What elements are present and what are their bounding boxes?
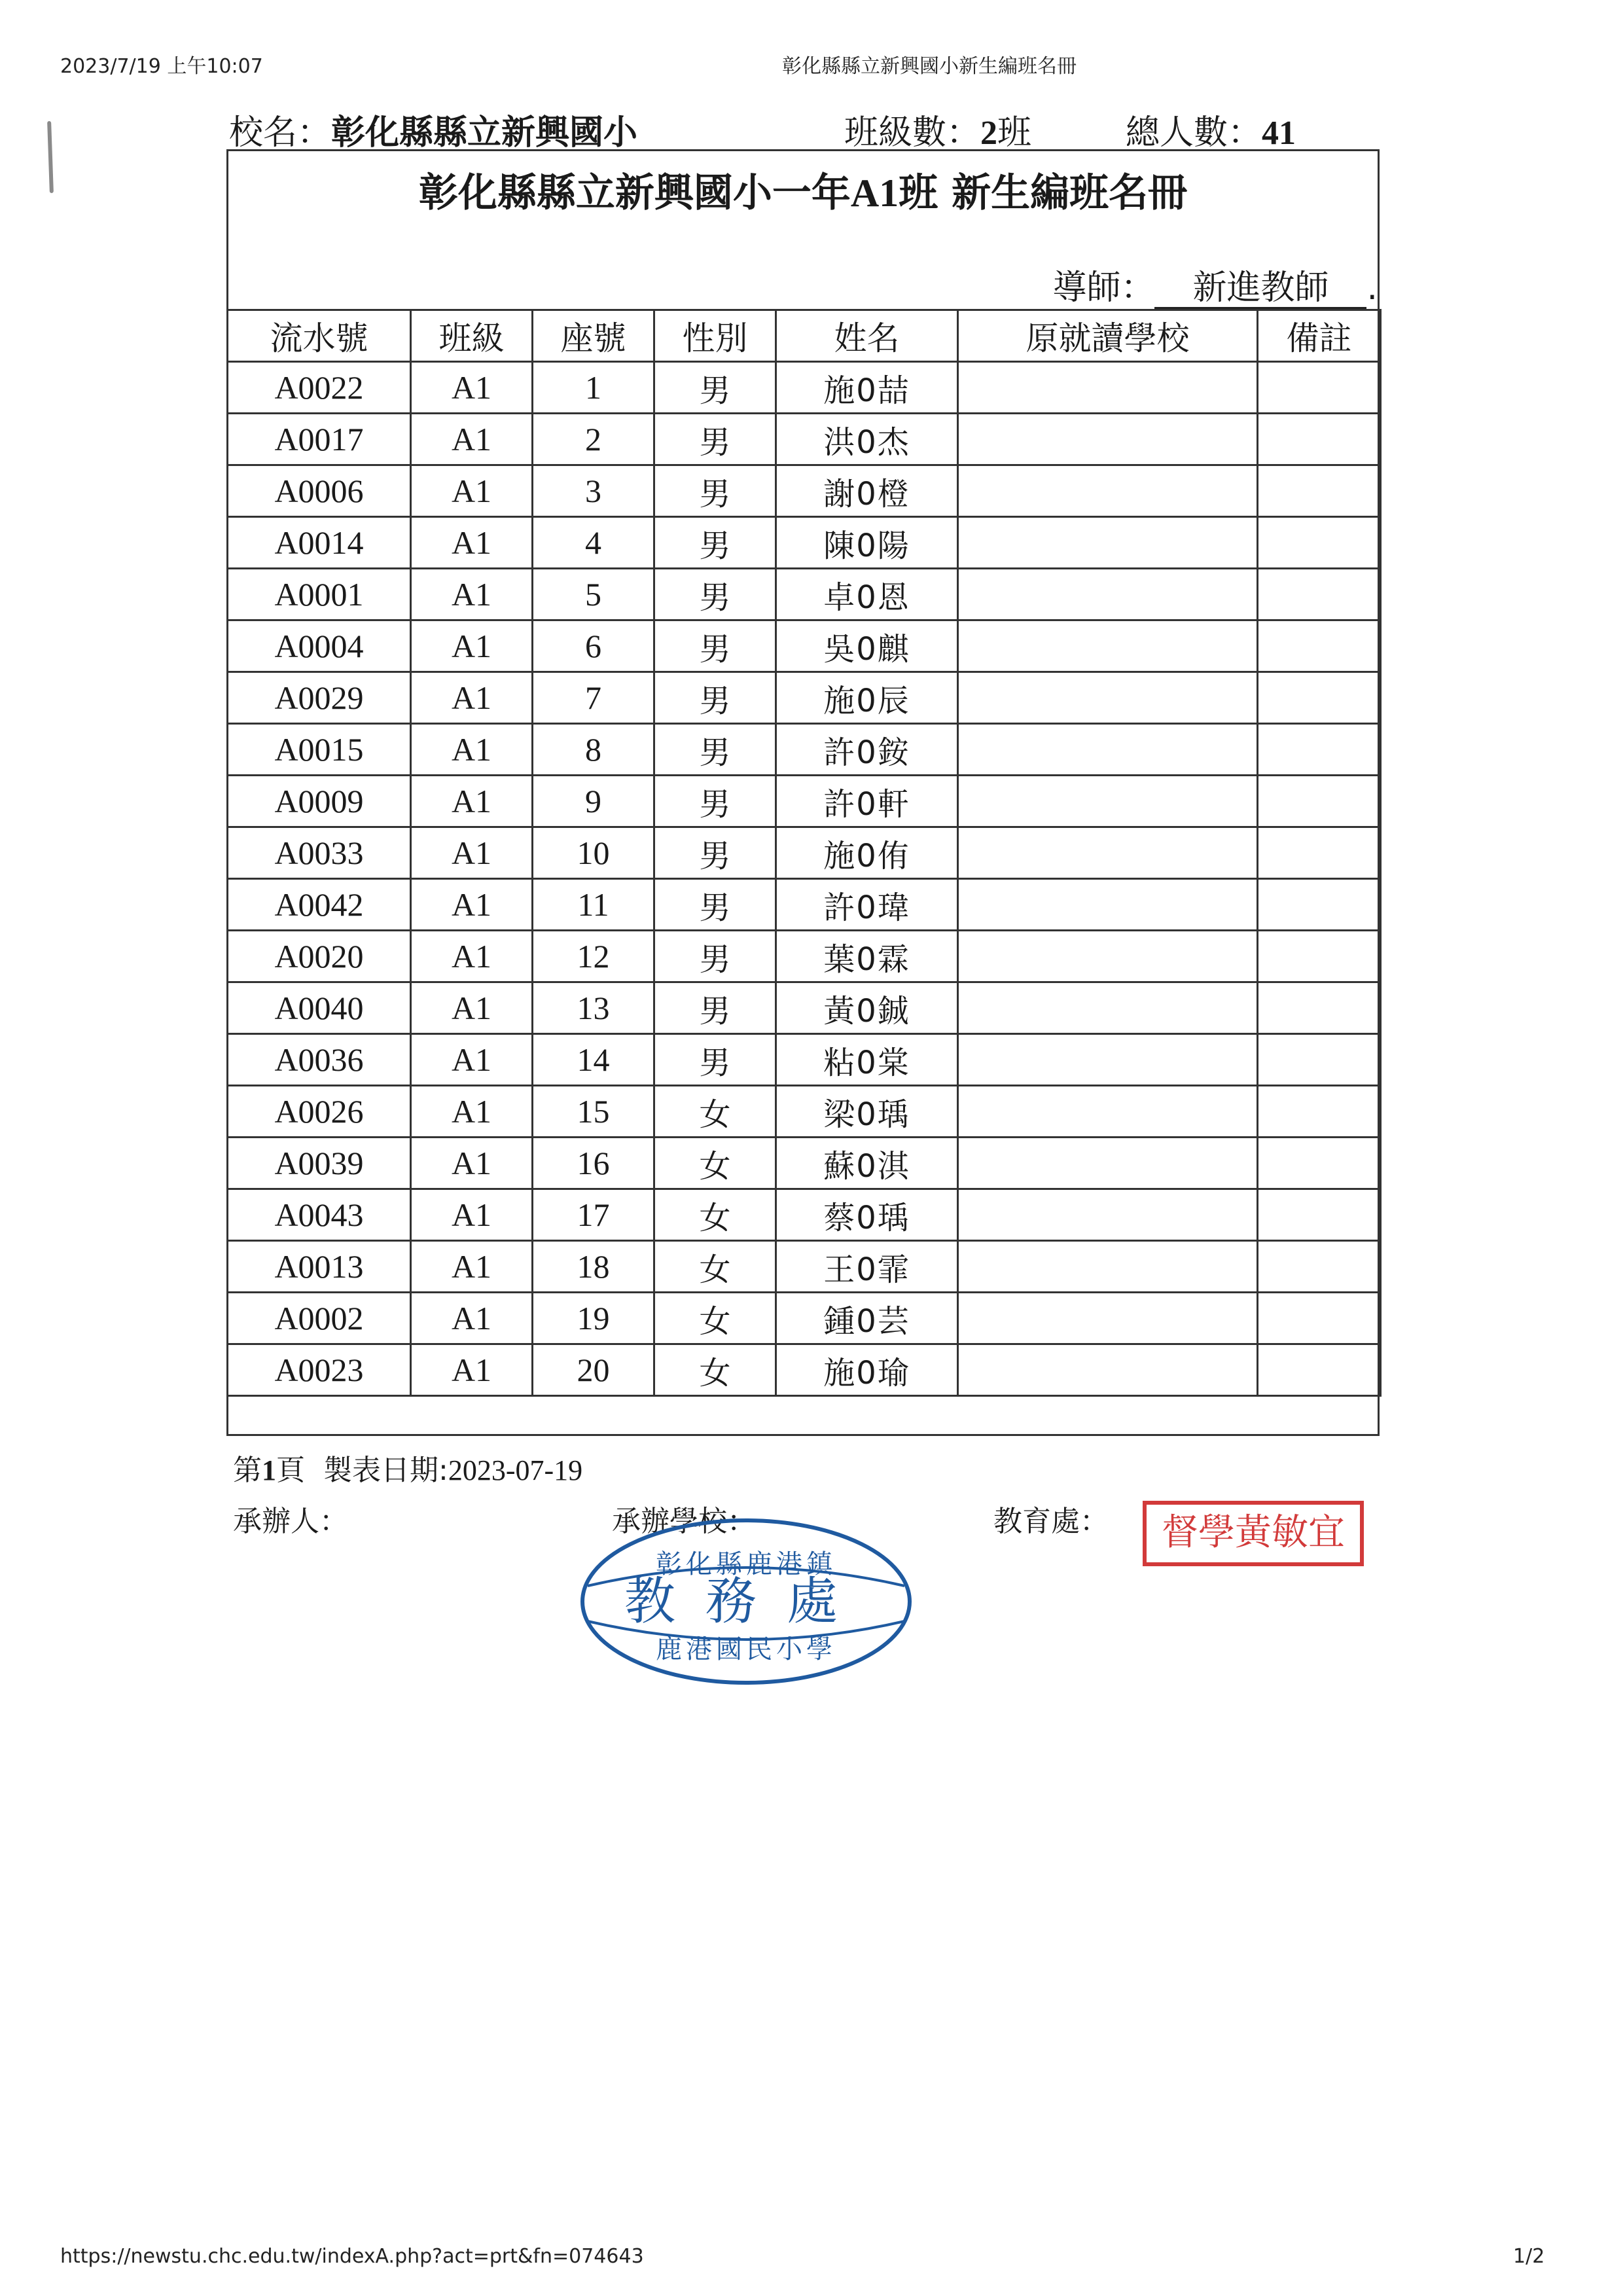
cell-prev-school — [958, 1086, 1258, 1138]
cell-serial: A0004 — [228, 620, 411, 672]
cell-name: 陳0陽 — [776, 517, 958, 569]
table-row — [228, 672, 1381, 724]
page-info — [233, 1446, 582, 1488]
sheet-title-b: A1 — [850, 171, 899, 215]
cell-class: A1 — [411, 1344, 533, 1396]
print-page-count: 1/2 — [1513, 2245, 1545, 2268]
header-class: 班級 — [411, 310, 533, 362]
cell-serial: A0023 — [228, 1344, 411, 1396]
table-row — [228, 776, 1381, 827]
table-row — [228, 620, 1381, 672]
cell-name: 許0銨 — [776, 724, 958, 776]
cell-name: 許0瑋 — [776, 879, 958, 931]
cell-serial: A0017 — [228, 414, 411, 465]
header-name: 姓名 — [776, 310, 958, 362]
cell-note — [1258, 1344, 1381, 1396]
cell-seat: 8 — [533, 724, 654, 776]
cell-seat: 16 — [533, 1138, 654, 1189]
table-row — [228, 569, 1381, 620]
cell-prev-school — [958, 776, 1258, 827]
cell-class: A1 — [411, 672, 533, 724]
cell-gender: 男 — [654, 620, 776, 672]
cell-serial: A0015 — [228, 724, 411, 776]
cell-class: A1 — [411, 517, 533, 569]
class-count-label: 班級數： — [844, 113, 981, 152]
cell-gender: 女 — [654, 1241, 776, 1293]
table-row — [228, 362, 1381, 414]
cell-prev-school — [958, 414, 1258, 465]
teacher-line — [1052, 260, 1378, 309]
cell-prev-school — [958, 620, 1258, 672]
cell-gender: 女 — [654, 1293, 776, 1344]
cell-gender: 女 — [654, 1344, 776, 1396]
cell-class: A1 — [411, 879, 533, 931]
cell-class: A1 — [411, 465, 533, 517]
cell-seat: 1 — [533, 362, 654, 414]
cell-gender: 男 — [654, 517, 776, 569]
teacher-dot: . — [1366, 268, 1378, 308]
cell-prev-school — [958, 362, 1258, 414]
table-row — [228, 414, 1381, 465]
sheet-title-a: 彰化縣縣立新興國小一年 — [418, 170, 851, 216]
class-count-info — [844, 105, 1031, 154]
staple-mark — [47, 121, 54, 193]
school-name: 彰化縣縣立新興國小 — [331, 113, 638, 152]
cell-name: 蘇0淇 — [776, 1138, 958, 1189]
cell-note — [1258, 672, 1381, 724]
cell-class: A1 — [411, 1086, 533, 1138]
cell-gender: 男 — [654, 776, 776, 827]
cell-seat: 15 — [533, 1086, 654, 1138]
cell-serial: A0033 — [228, 827, 411, 879]
cell-note — [1258, 1241, 1381, 1293]
cell-prev-school — [958, 1241, 1258, 1293]
table-header-row — [228, 310, 1381, 362]
cell-seat: 12 — [533, 931, 654, 982]
header-gender: 性別 — [654, 310, 776, 362]
cell-gender: 男 — [654, 879, 776, 931]
cell-serial: A0009 — [228, 776, 411, 827]
cell-prev-school — [958, 931, 1258, 982]
cell-prev-school — [958, 465, 1258, 517]
table-row — [228, 879, 1381, 931]
cell-class: A1 — [411, 1138, 533, 1189]
table-row — [228, 1344, 1381, 1396]
teacher-label: 導師： — [1052, 268, 1155, 308]
cell-prev-school — [958, 1189, 1258, 1241]
cell-gender: 男 — [654, 465, 776, 517]
cell-gender: 女 — [654, 1138, 776, 1189]
page-number: 1 — [262, 1454, 276, 1486]
cell-name: 許0軒 — [776, 776, 958, 827]
cell-note — [1258, 879, 1381, 931]
total-label: 總人數： — [1126, 113, 1262, 152]
total-info — [1126, 105, 1296, 154]
cell-name: 葉0霖 — [776, 931, 958, 982]
cell-serial: A0020 — [228, 931, 411, 982]
cell-serial: A0040 — [228, 982, 411, 1034]
cell-name: 黃0鋮 — [776, 982, 958, 1034]
cell-class: A1 — [411, 1034, 533, 1086]
table-row — [228, 982, 1381, 1034]
table-row — [228, 931, 1381, 982]
cell-gender: 女 — [654, 1086, 776, 1138]
cell-name: 施0瑜 — [776, 1344, 958, 1396]
table-row — [228, 827, 1381, 879]
cell-class: A1 — [411, 827, 533, 879]
cell-seat: 11 — [533, 879, 654, 931]
cell-class: A1 — [411, 620, 533, 672]
date-label: 製表日期: — [323, 1454, 448, 1487]
page-prefix: 第 — [233, 1454, 262, 1487]
cell-note — [1258, 362, 1381, 414]
school-seal-stamp — [576, 1515, 916, 1689]
cell-serial: A0042 — [228, 879, 411, 931]
cell-gender: 男 — [654, 569, 776, 620]
cell-seat: 4 — [533, 517, 654, 569]
sheet-title-c: 班 新生編班名冊 — [899, 170, 1188, 216]
cell-gender: 男 — [654, 982, 776, 1034]
table-row — [228, 1034, 1381, 1086]
cell-class: A1 — [411, 1241, 533, 1293]
cell-serial: A0036 — [228, 1034, 411, 1086]
handling-school-label: 承辦學校： — [612, 1505, 756, 1538]
school-label: 校名： — [229, 113, 332, 152]
sheet-title — [228, 162, 1378, 218]
cell-seat: 20 — [533, 1344, 654, 1396]
cell-class: A1 — [411, 362, 533, 414]
cell-class: A1 — [411, 1293, 533, 1344]
cell-seat: 7 — [533, 672, 654, 724]
cell-seat: 18 — [533, 1241, 654, 1293]
cell-gender: 男 — [654, 1034, 776, 1086]
table-row — [228, 465, 1381, 517]
table-row — [228, 517, 1381, 569]
cell-class: A1 — [411, 569, 533, 620]
cell-seat: 5 — [533, 569, 654, 620]
cell-seat: 17 — [533, 1189, 654, 1241]
page-suffix: 頁 — [276, 1454, 305, 1487]
cell-prev-school — [958, 982, 1258, 1034]
cell-class: A1 — [411, 776, 533, 827]
cell-prev-school — [958, 724, 1258, 776]
table-row — [228, 724, 1381, 776]
cell-serial: A0006 — [228, 465, 411, 517]
cell-prev-school — [958, 1034, 1258, 1086]
cell-prev-school — [958, 827, 1258, 879]
cell-note — [1258, 620, 1381, 672]
table-row — [228, 1086, 1381, 1138]
cell-serial: A0022 — [228, 362, 411, 414]
cell-prev-school — [958, 517, 1258, 569]
supervisor-seal-stamp — [1142, 1500, 1364, 1567]
cell-serial: A0001 — [228, 569, 411, 620]
cell-class: A1 — [411, 982, 533, 1034]
cell-seat: 2 — [533, 414, 654, 465]
cell-class: A1 — [411, 724, 533, 776]
cell-gender: 男 — [654, 827, 776, 879]
cell-note — [1258, 931, 1381, 982]
roster-sheet — [226, 149, 1380, 1436]
cell-name: 施0辰 — [776, 672, 958, 724]
cell-name: 鍾0芸 — [776, 1293, 958, 1344]
date-value: 2023-07-19 — [448, 1454, 583, 1486]
cell-prev-school — [958, 1344, 1258, 1396]
cell-gender: 男 — [654, 414, 776, 465]
cell-class: A1 — [411, 931, 533, 982]
total-value: 41 — [1262, 115, 1296, 152]
cell-note — [1258, 827, 1381, 879]
cell-prev-school — [958, 672, 1258, 724]
cell-gender: 男 — [654, 672, 776, 724]
cell-note — [1258, 724, 1381, 776]
cell-name: 王0霏 — [776, 1241, 958, 1293]
seal-bottom-text: 鹿港國民小學 — [656, 1634, 836, 1664]
table-row — [228, 1241, 1381, 1293]
cell-note — [1258, 982, 1381, 1034]
header-note: 備註 — [1258, 310, 1381, 362]
cell-name: 謝0橙 — [776, 465, 958, 517]
cell-name: 施0喆 — [776, 362, 958, 414]
teacher-name: 新進教師 — [1154, 270, 1366, 309]
cell-seat: 10 — [533, 827, 654, 879]
roster-table — [226, 309, 1382, 1397]
cell-note — [1258, 1086, 1381, 1138]
seal-top-text: 彰化縣鹿港鎮 — [656, 1549, 836, 1579]
cell-name: 吳0麒 — [776, 620, 958, 672]
cell-serial: A0039 — [228, 1138, 411, 1189]
cell-note — [1258, 1293, 1381, 1344]
education-dept-label: 教育處： — [993, 1505, 1109, 1538]
table-row — [228, 1138, 1381, 1189]
cell-gender: 男 — [654, 931, 776, 982]
cell-gender: 男 — [654, 362, 776, 414]
cell-note — [1258, 1034, 1381, 1086]
cell-note — [1258, 776, 1381, 827]
table-row — [228, 1189, 1381, 1241]
header-seat: 座號 — [533, 310, 654, 362]
cell-seat: 14 — [533, 1034, 654, 1086]
cell-name: 洪0杰 — [776, 414, 958, 465]
cell-serial: A0013 — [228, 1241, 411, 1293]
class-count-unit: 班 — [997, 113, 1032, 152]
cell-note — [1258, 1138, 1381, 1189]
handler-label: 承辦人： — [233, 1505, 348, 1538]
cell-serial: A0002 — [228, 1293, 411, 1344]
cell-name: 梁0瑀 — [776, 1086, 958, 1138]
cell-seat: 13 — [533, 982, 654, 1034]
red-seal-text: 督學黃敏宜 — [1162, 1511, 1345, 1554]
cell-note — [1258, 517, 1381, 569]
cell-note — [1258, 465, 1381, 517]
cell-prev-school — [958, 1293, 1258, 1344]
cell-prev-school — [958, 1138, 1258, 1189]
cell-name: 施0侑 — [776, 827, 958, 879]
table-row — [228, 1293, 1381, 1344]
header-prev-school: 原就讀學校 — [958, 310, 1258, 362]
print-datetime: 2023/7/19 上午10:07 — [60, 55, 263, 78]
cell-seat: 9 — [533, 776, 654, 827]
school-info — [229, 105, 637, 154]
cell-class: A1 — [411, 1189, 533, 1241]
cell-name: 卓0恩 — [776, 569, 958, 620]
header-serial: 流水號 — [228, 310, 411, 362]
cell-class: A1 — [411, 414, 533, 465]
cell-seat: 3 — [533, 465, 654, 517]
cell-serial: A0043 — [228, 1189, 411, 1241]
cell-name: 粘0棠 — [776, 1034, 958, 1086]
cell-prev-school — [958, 879, 1258, 931]
cell-seat: 6 — [533, 620, 654, 672]
roster-body — [228, 362, 1381, 1396]
class-count-num: 2 — [980, 115, 998, 152]
cell-note — [1258, 1189, 1381, 1241]
cell-prev-school — [958, 569, 1258, 620]
seal-middle-text: 教務處 — [624, 1572, 868, 1631]
cell-gender: 男 — [654, 724, 776, 776]
cell-serial: A0029 — [228, 672, 411, 724]
cell-note — [1258, 569, 1381, 620]
cell-note — [1258, 414, 1381, 465]
cell-seat: 19 — [533, 1293, 654, 1344]
print-url: https://newstu.chc.edu.tw/indexA.php?act=prt&fn=074643 — [60, 2245, 644, 2268]
cell-gender: 女 — [654, 1189, 776, 1241]
cell-serial: A0014 — [228, 517, 411, 569]
cell-serial: A0026 — [228, 1086, 411, 1138]
cell-name: 蔡0瑀 — [776, 1189, 958, 1241]
print-doc-title: 彰化縣縣立新興國小新生編班名冊 — [782, 55, 1077, 78]
